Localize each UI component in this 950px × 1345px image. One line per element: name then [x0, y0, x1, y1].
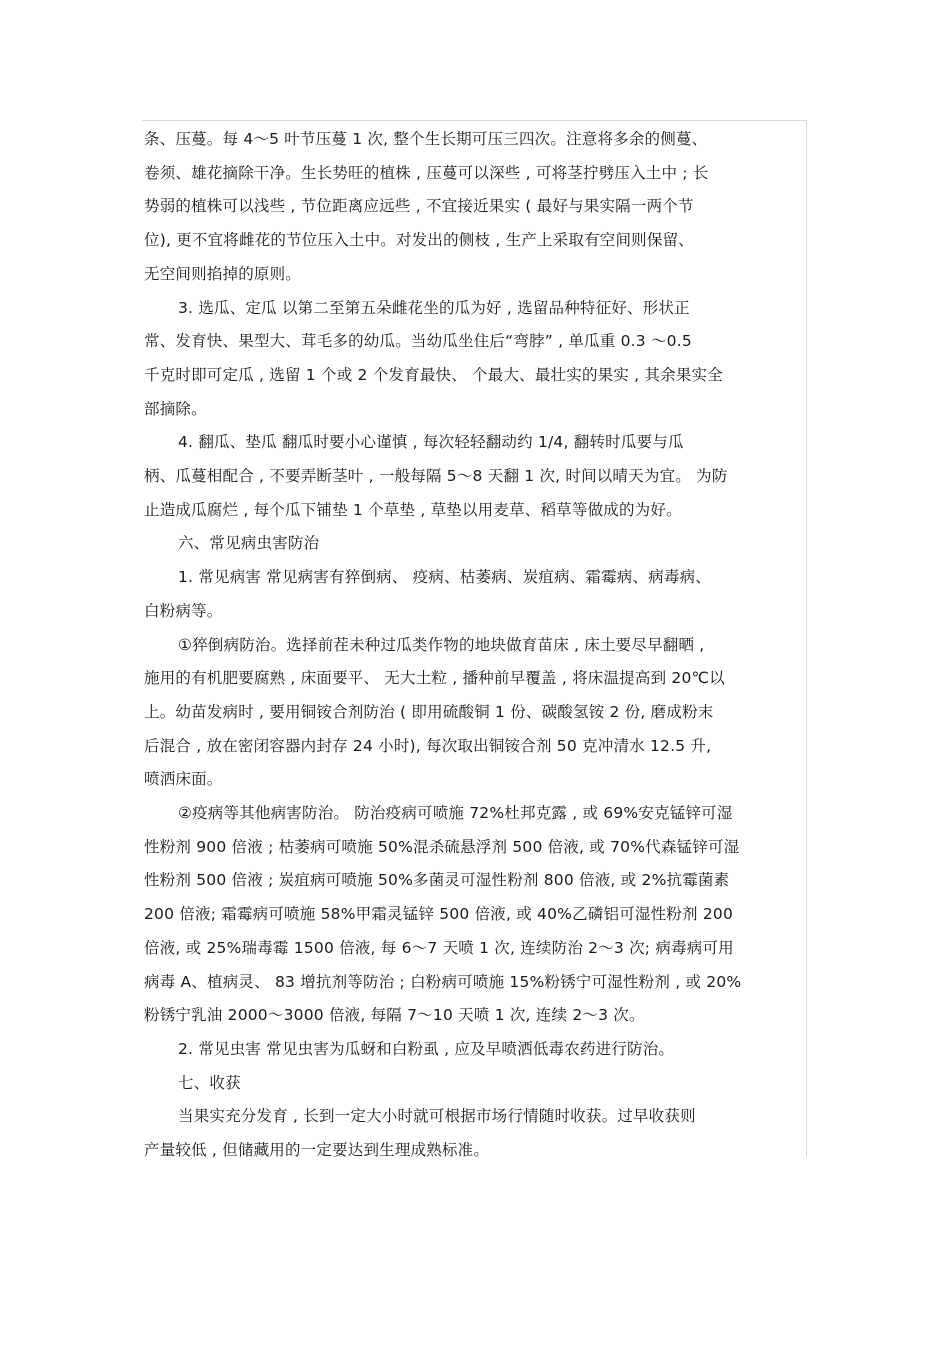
text-line: 白粉病等。 — [144, 601, 223, 620]
text-line: 喷洒床面。 — [144, 770, 223, 789]
text-line: 病毒 A、植病灵、 83 增抗剂等防治 ; 白粉病可喷施 15%粉锈宁可湿性粉剂 , 或 20% — [144, 972, 742, 991]
text-line: 1. 常见病害 常见病害有猝倒病、 疫病、枯萎病、炭疽病、霜霉病、病毒病、 — [178, 568, 711, 587]
paragraph — [144, 123, 814, 292]
paragraph — [144, 1033, 814, 1067]
text-line: 2. 常见虫害 常见虫害为瓜蚜和白粉虱 , 应及早喷洒低毒农药进行防治。 — [178, 1039, 675, 1058]
paragraph — [144, 1100, 814, 1167]
text-line: 常、发育快、果型大、茸毛多的幼瓜。当幼瓜坐住后“弯脖” , 单瓜重 0.3 ～0.5 — [144, 332, 692, 351]
text-line: 柄、瓜蔓相配合 , 不要弄断茎叶 , 一般每隔 5～8 天翻 1 次, 时间以晴天为宜。 为防 — [144, 467, 728, 486]
text-line: 3. 选瓜、定瓜 以第二至第五朵雌花坐的瓜为好 , 选留品种特征好、形状正 — [178, 298, 690, 317]
text-line: 部摘除。 — [144, 399, 207, 418]
text-line: 后混合 , 放在密闭容器内封存 24 小时), 每次取出铜铵合剂 50 克冲清水 12.5 升, — [144, 736, 712, 755]
paragraph — [144, 561, 814, 628]
text-line: 倍液, 或 25%瑞毒霉 1500 倍液, 每 6～7 天喷 1 次, 连续防治 2～3 次; 病毒病可用 — [144, 938, 734, 957]
text-line: 性粉剂 900 倍液 ; 枯萎病可喷施 50%混杀硫悬浮剂 500 倍液, 或 70%代森锰锌可湿 — [144, 837, 740, 856]
text-line: 势弱的植株可以浅些 , 节位距离应远些 , 不宜接近果实 ( 最好与果实隔一两个节 — [144, 197, 694, 216]
text-line: 200 倍液; 霜霉病可喷施 58%甲霜灵锰锌 500 倍液, 或 40%乙磷铝可湿性粉剂 200 — [144, 905, 734, 924]
paragraph — [144, 1067, 814, 1101]
document-body — [144, 123, 814, 1168]
paragraph — [144, 797, 814, 1033]
text-line: 止造成瓜腐烂 , 每个瓜下铺垫 1 个草垫 , 草垫以用麦草、稻草等做成的为好。 — [144, 500, 682, 519]
text-line: 粉锈宁乳油 2000～3000 倍液, 每隔 7～10 天喷 1 次, 连续 2～3 次。 — [144, 1006, 645, 1025]
text-line: 当果实充分发育 , 长到一定大小时就可根据市场行情随时收获。过早收获则 — [178, 1107, 696, 1126]
paragraph — [144, 292, 814, 427]
text-line: 产量较低 , 但储藏用的一定要达到生理成熟标准。 — [144, 1141, 490, 1160]
text-line: 施用的有机肥要腐熟 , 床面要平、 无大土粒 , 播种前早覆盖 , 将床温提高到 20℃以 — [144, 669, 725, 688]
text-line: 六、常见病虫害防治 — [178, 534, 320, 553]
paragraph — [144, 629, 814, 798]
text-line: 卷须、雄花摘除干净。生长势旺的植株 , 压蔓可以深些 , 可将茎拧劈压入土中 ; 长 — [144, 163, 709, 182]
text-line: 位), 更不宜将雌花的节位压入土中。对发出的侧枝 , 生产上采取有空间则保留、 — [144, 231, 694, 250]
paragraph — [144, 527, 814, 561]
text-line: 4. 翻瓜、垫瓜 翻瓜时要小心谨慎 , 每次轻轻翻动约 1/4, 翻转时瓜要与瓜 — [178, 433, 684, 452]
text-line: 上。幼苗发病时 , 要用铜铵合剂防治 ( 即用硫酸铜 1 份、碳酸氢铵 2 份, 磨成粉末 — [144, 702, 714, 721]
text-line: 七、收获 — [178, 1073, 241, 1092]
text-line: 千克时即可定瓜 , 选留 1 个或 2 个发育最快、 个最大、最壮实的果实 , 其余果实全 — [144, 365, 723, 384]
text-line: ②疫病等其他病害防治。 防治疫病可喷施 72%杜邦克露 , 或 69%安克锰锌可湿 — [178, 804, 733, 823]
text-line: ①猝倒病防治。选择前茬未种过瓜类作物的地块做育苗床 , 床土要尽早翻晒 , — [178, 635, 705, 654]
text-line: 性粉剂 500 倍液 ; 炭疽病可喷施 50%多菌灵可湿性粉剂 800 倍液, 或 2%抗霉菌素 — [144, 871, 730, 890]
text-line: 条、压蔓。每 4～5 叶节压蔓 1 次, 整个生长期可压三四次。注意将多余的侧蔓、 — [144, 130, 708, 148]
text-line: 无空间则掐掉的原则。 — [144, 264, 302, 283]
paragraph — [144, 426, 814, 527]
